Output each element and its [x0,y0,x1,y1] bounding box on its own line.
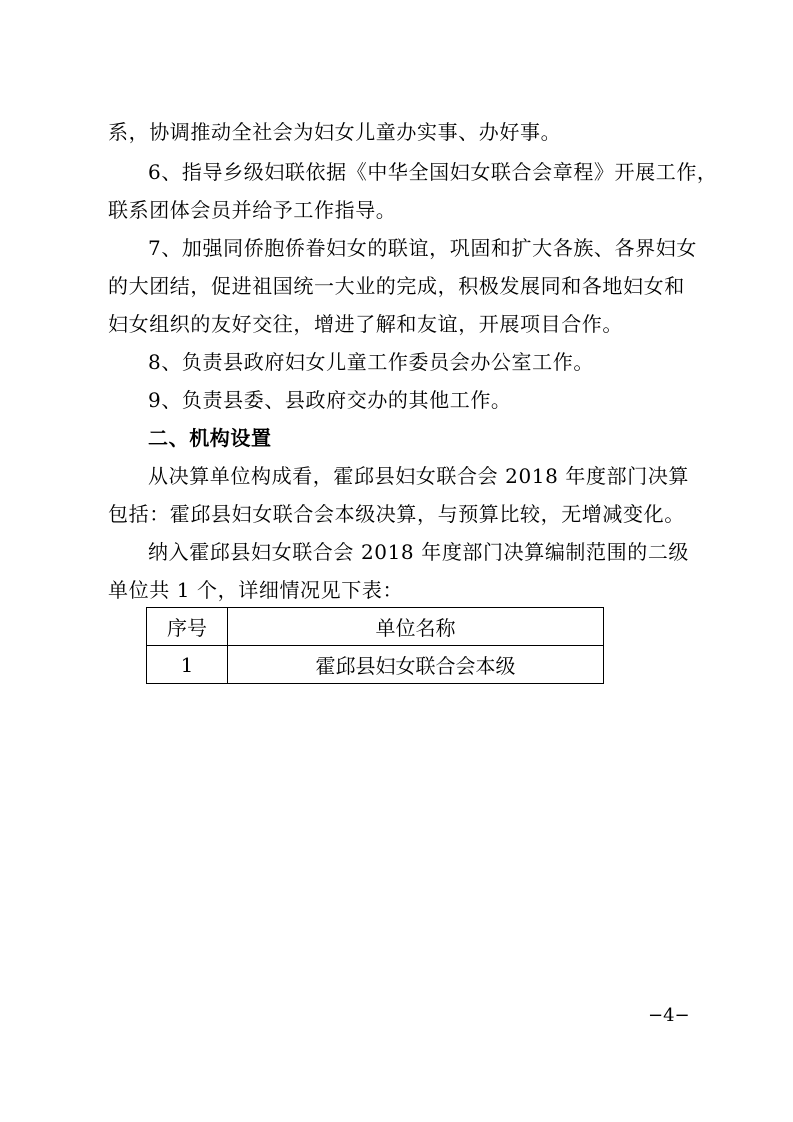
page-number: −4− [648,1005,690,1026]
paragraph-line-1: 系，协调推动全社会为妇女儿童办实事、办好事。 [108,120,562,144]
org-paragraph-line-1: 从决算单位构成看，霍邱县妇女联合会 2018 年度部门决算 [148,464,690,488]
cell-seq: 1 [147,646,228,684]
scope-paragraph-line-1: 纳入霍邱县妇女联合会 2018 年度部门决算编制范围的二级 [148,540,690,564]
item-9-line: 9、负责县委、县政府交办的其他工作。 [148,388,512,412]
item-7-line-2: 的大团结，促进祖国统一大业的完成，积极发展同和各地妇女和 [108,274,685,298]
table-row [147,646,604,684]
item-7-line-3: 妇女组织的友好交往，增进了解和友谊，开展项目合作。 [108,312,623,336]
table-header-row [147,608,604,646]
header-seq: 序号 [147,608,228,646]
org-paragraph-line-2: 包括：霍邱县妇女联合会本级决算，与预算比较，无增减变化。 [108,502,685,526]
item-6-line-2: 联系团体会员并给予工作指导。 [108,198,397,222]
item-7-line-1: 7、加强同侨胞侨眷妇女的联谊，巩固和扩大各族、各界妇女 [148,236,697,260]
scope-paragraph-line-2: 单位共 1 个，详细情况见下表： [108,578,404,602]
item-6-line-1: 6、指导乡级妇联依据《中华全国妇女联合会章程》开展工作， [148,160,718,184]
cell-unit-name: 霍邱县妇女联合会本级 [228,646,604,684]
section-heading-org: 二、机构设置 [148,426,272,450]
header-unit-name: 单位名称 [228,608,604,646]
units-table [146,607,604,684]
item-8-line: 8、负责县政府妇女儿童工作委员会办公室工作。 [148,350,594,374]
